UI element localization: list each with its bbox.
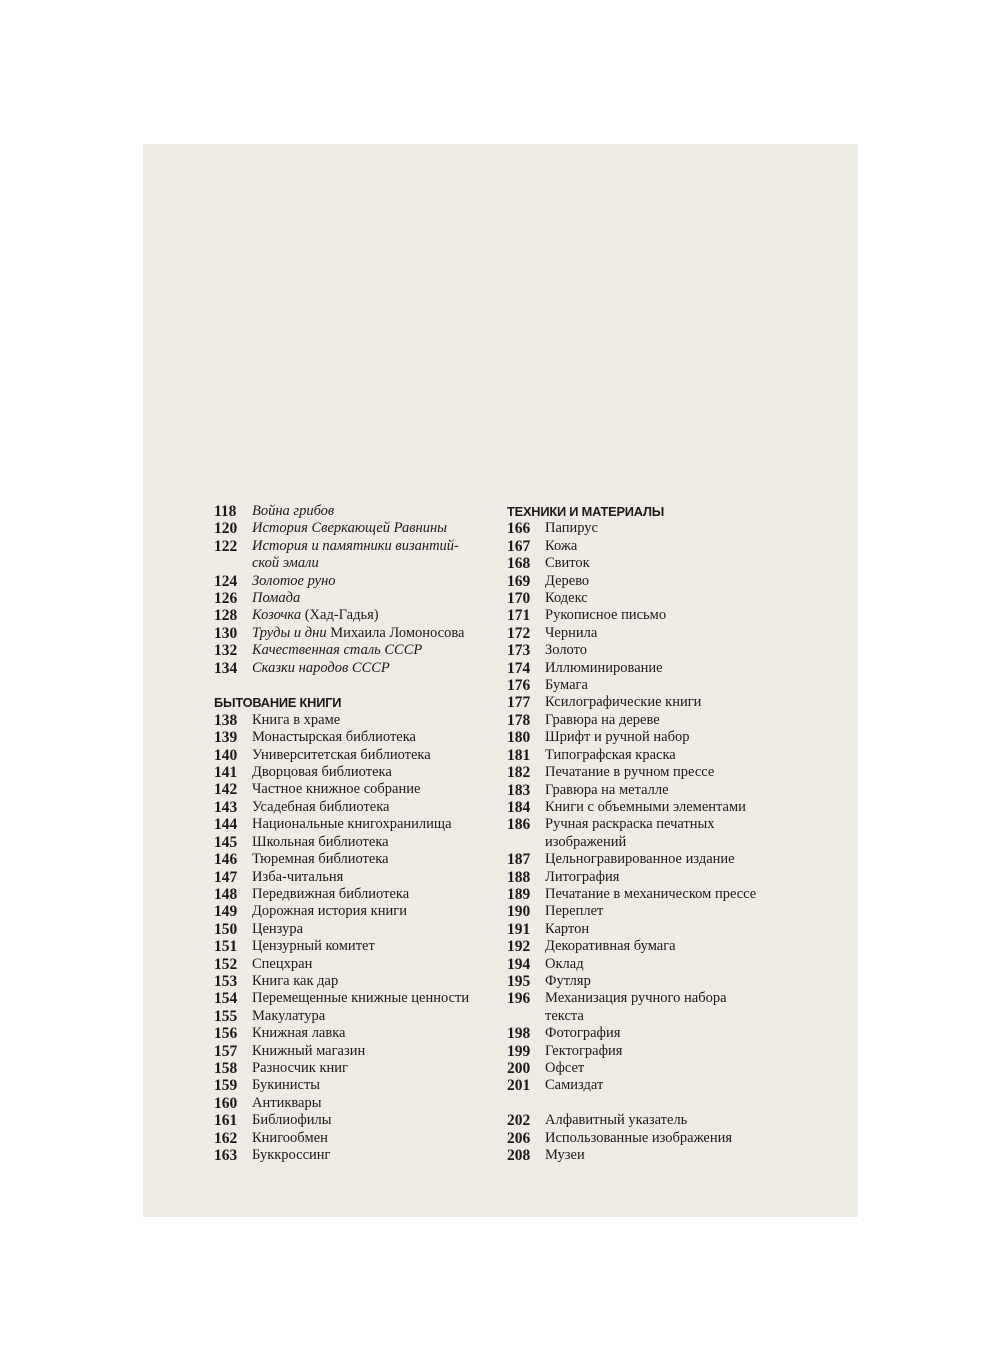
left-section-entries xyxy=(214,712,504,1165)
toc-entry xyxy=(214,538,504,555)
entry-title: Тюремная библиотека xyxy=(252,851,389,868)
entry-title xyxy=(252,642,422,659)
section-heading-book-life: БЫТОВАНИЕ КНИГИ xyxy=(214,695,342,711)
page-number: 190 xyxy=(507,903,531,921)
page-number: 195 xyxy=(507,972,531,990)
page-number: 140 xyxy=(214,746,238,764)
entry-title: Использованные изображения xyxy=(545,1129,733,1146)
page-number: 149 xyxy=(214,903,238,921)
entry-title: Библиофилы xyxy=(252,1112,332,1129)
entry-title: Ручная раскраска печатных xyxy=(545,816,715,833)
toc-entry xyxy=(214,520,504,537)
toc-entry xyxy=(214,764,504,781)
toc-entry xyxy=(507,764,807,781)
entry-title: Ксилографические книги xyxy=(545,694,702,711)
page-number: 159 xyxy=(214,1077,238,1095)
toc-entry xyxy=(214,1147,504,1164)
page-number: 188 xyxy=(507,868,531,886)
toc-entry xyxy=(214,834,504,851)
page-number: 194 xyxy=(507,955,531,973)
page-number: 162 xyxy=(214,1129,238,1147)
entry-title: Национальные книгохранилища xyxy=(252,816,452,833)
entry-title: Кодекс xyxy=(545,590,588,607)
entry-title: Печатание в механическом прессе xyxy=(545,885,757,902)
page-number: 160 xyxy=(214,1094,238,1112)
toc-entry xyxy=(507,729,807,746)
toc-entry xyxy=(507,938,807,955)
page-number: 156 xyxy=(214,1025,238,1043)
entry-title: Оклад xyxy=(545,955,584,972)
page-number: 124 xyxy=(214,572,238,590)
toc-entry xyxy=(214,607,504,624)
entry-title: Дерево xyxy=(545,572,590,589)
entry-title: текста xyxy=(545,1007,584,1024)
toc-entry xyxy=(507,1060,807,1077)
entry-title: Цензурный комитет xyxy=(252,938,375,955)
entry-title xyxy=(252,555,319,572)
toc-entry xyxy=(507,520,807,537)
page-number: 122 xyxy=(214,537,238,555)
page-number: 184 xyxy=(507,798,531,816)
page-number: 171 xyxy=(507,607,531,625)
toc-entry xyxy=(507,956,807,973)
toc-entry xyxy=(214,1043,504,1060)
entry-title-italic: Козочка xyxy=(252,607,302,624)
page-number: 189 xyxy=(507,885,531,903)
entry-title-italic: Сказки народов СССР xyxy=(252,659,390,676)
entry-title: Алфавитный указатель xyxy=(545,1112,688,1129)
page-number: 182 xyxy=(507,764,531,782)
toc-entry xyxy=(214,1060,504,1077)
entry-title: Разносчик книг xyxy=(252,1059,348,1076)
entry-title: Фотография xyxy=(545,1025,621,1042)
toc-entry xyxy=(507,625,807,642)
toc-entry xyxy=(507,573,807,590)
toc-entry xyxy=(214,869,504,886)
entry-title: Книгообмен xyxy=(252,1129,328,1146)
entry-title: Декоративная бумага xyxy=(545,938,676,955)
page-number: 126 xyxy=(214,590,238,608)
page-number: 130 xyxy=(214,624,238,642)
toc-entry xyxy=(214,921,504,938)
toc-entry xyxy=(214,660,504,677)
toc-entry xyxy=(507,1043,807,1060)
entry-title: Механизация ручного набора xyxy=(545,990,727,1007)
toc-entry xyxy=(507,660,807,677)
entry-title xyxy=(252,573,336,590)
toc-entry xyxy=(507,886,807,903)
toc-entry xyxy=(214,625,504,642)
page-number: 147 xyxy=(214,868,238,886)
entry-title: Передвижная библиотека xyxy=(252,885,410,902)
page-number: 148 xyxy=(214,885,238,903)
toc-entry xyxy=(214,729,504,746)
toc-entry xyxy=(214,816,504,833)
entry-title: Буккроссинг xyxy=(252,1147,331,1164)
toc-entry xyxy=(214,886,504,903)
page-number: 199 xyxy=(507,1042,531,1060)
entry-title-italic: История Сверкающей Равнины xyxy=(252,520,447,537)
toc-entry xyxy=(214,799,504,816)
toc-entry xyxy=(214,1077,504,1094)
toc-entry xyxy=(507,782,807,799)
entry-title-italic: ской эмали xyxy=(252,555,319,572)
entry-title: Макулатура xyxy=(252,1007,326,1024)
page-number: 139 xyxy=(214,729,238,747)
entry-title: Литография xyxy=(545,868,620,885)
entry-title: Папирус xyxy=(545,520,598,537)
page-number: 172 xyxy=(507,624,531,642)
page-number: 168 xyxy=(507,555,531,573)
page-number: 158 xyxy=(214,1059,238,1077)
toc-entry xyxy=(507,747,807,764)
entry-title: Букинисты xyxy=(252,1077,321,1094)
entry-title-italic: Помада xyxy=(252,590,301,607)
page-number: 154 xyxy=(214,990,238,1008)
entry-title-italic: Труды и дни xyxy=(252,624,327,641)
page-number: 155 xyxy=(214,1007,238,1025)
toc-entry xyxy=(214,642,504,659)
page-number: 132 xyxy=(214,642,238,660)
page-number: 157 xyxy=(214,1042,238,1060)
page-number: 167 xyxy=(507,537,531,555)
entry-title: Перемещенные книжные ценности xyxy=(252,990,470,1007)
page-number: 208 xyxy=(507,1147,531,1165)
page-number: 191 xyxy=(507,920,531,938)
toc-entry xyxy=(507,921,807,938)
toc-entry xyxy=(507,712,807,729)
page-number: 178 xyxy=(507,711,531,729)
page-number: 169 xyxy=(507,572,531,590)
toc-entry xyxy=(507,973,807,990)
entry-title: Офсет xyxy=(545,1060,585,1076)
toc-entry xyxy=(214,747,504,764)
toc-entry xyxy=(214,938,504,955)
entry-title xyxy=(252,590,300,607)
entry-title-italic: Качественная сталь СССР xyxy=(252,642,423,659)
back-matter-entries xyxy=(507,1112,807,1164)
page-number: 118 xyxy=(214,503,237,520)
page-number: 200 xyxy=(507,1060,531,1077)
page-number: 152 xyxy=(214,955,238,973)
entry-title: Цельногравированное издание xyxy=(545,851,735,868)
entry-title: Свиток xyxy=(545,555,590,572)
entry-title: Кожа xyxy=(545,537,578,554)
page-number: 170 xyxy=(507,590,531,608)
page-number: 198 xyxy=(507,1025,531,1043)
entry-title: Цензура xyxy=(252,920,304,937)
page-number: 196 xyxy=(507,990,531,1008)
entry-title: Бумага xyxy=(545,677,588,694)
spacer xyxy=(214,677,504,694)
entry-title: Футляр xyxy=(545,972,591,989)
page-number: 120 xyxy=(214,520,238,538)
entry-title-rest: (Хад-Гадья) xyxy=(301,607,379,624)
entry-title: Картон xyxy=(545,920,590,937)
entry-title-italic: Война грибов xyxy=(252,503,335,519)
page-number: 138 xyxy=(214,711,238,729)
entry-title: Частное книжное собрание xyxy=(252,781,421,798)
entry-title: Книга как дар xyxy=(252,972,339,989)
toc-entry xyxy=(507,677,807,694)
book-page xyxy=(143,144,858,1217)
entry-title-italic: Золотое руно xyxy=(252,572,336,589)
page-number: 145 xyxy=(214,833,238,851)
toc-entry xyxy=(507,555,807,572)
left-column xyxy=(214,503,504,1164)
toc-entry xyxy=(507,799,807,816)
toc-entry xyxy=(214,903,504,920)
page-number: 180 xyxy=(507,729,531,747)
page-number: 181 xyxy=(507,746,531,764)
toc-entry xyxy=(507,1130,807,1147)
entry-title: Школьная библиотека xyxy=(252,833,389,850)
page-number: 163 xyxy=(214,1147,238,1165)
entry-title: Шрифт и ручной набор xyxy=(545,729,690,746)
entry-title xyxy=(252,607,379,624)
toc-entry xyxy=(214,990,504,1007)
toc-entry xyxy=(214,973,504,990)
page-number: 153 xyxy=(214,972,238,990)
entry-title: Гравюра на дереве xyxy=(545,711,660,728)
entry-title: Чернила xyxy=(545,624,598,641)
entry-title: Дорожная история книги xyxy=(252,903,407,920)
toc-entry xyxy=(214,1112,504,1129)
toc-entry xyxy=(507,1112,807,1129)
page-number: 128 xyxy=(214,607,238,625)
entry-title: Типографская краска xyxy=(545,746,676,763)
entry-title: Книжный магазин xyxy=(252,1042,366,1059)
page-number: 150 xyxy=(214,920,238,938)
page-number: 177 xyxy=(507,694,531,712)
page-number: 202 xyxy=(507,1112,531,1130)
toc-entry xyxy=(214,503,504,520)
toc-entry xyxy=(507,607,807,624)
entry-title-italic: История и памятники византий- xyxy=(252,537,459,554)
toc-entry xyxy=(507,903,807,920)
toc-entry xyxy=(507,851,807,868)
page-number: 142 xyxy=(214,781,238,799)
entry-title xyxy=(252,503,334,520)
toc-entry xyxy=(507,1147,807,1164)
page-number: 186 xyxy=(507,816,531,834)
page-number: 143 xyxy=(214,798,238,816)
toc-entry xyxy=(507,590,807,607)
left-top-entries xyxy=(214,503,504,677)
toc-entry xyxy=(214,781,504,798)
entry-title: Усадебная библиотека xyxy=(252,798,390,815)
toc-entry xyxy=(507,834,807,851)
entry-title: Гектография xyxy=(545,1042,623,1059)
toc-entry xyxy=(214,573,504,590)
right-section-entries xyxy=(507,520,807,1094)
entry-title: Спецхран xyxy=(252,955,313,972)
entry-title: Печатание в ручном прессе xyxy=(545,764,715,781)
right-column xyxy=(507,503,807,1164)
page-number: 144 xyxy=(214,816,238,834)
entry-title: Университетская библиотека xyxy=(252,746,431,763)
entry-title xyxy=(252,625,464,642)
page-number: 187 xyxy=(507,851,531,869)
toc-entry xyxy=(507,694,807,711)
entry-title: Изба-читальня xyxy=(252,868,344,885)
entry-title: Рукописное письмо xyxy=(545,607,667,624)
entry-title: Самиздат xyxy=(545,1077,604,1094)
page-number: 192 xyxy=(507,938,531,956)
entry-title xyxy=(252,520,447,537)
entry-title: Гравюра на металле xyxy=(545,781,669,798)
toc-entry xyxy=(214,851,504,868)
page-number: 176 xyxy=(507,677,531,695)
entry-title xyxy=(252,538,459,555)
entry-title: Антиквары xyxy=(252,1094,322,1111)
toc-entry xyxy=(507,1077,807,1094)
toc-entry xyxy=(214,1130,504,1147)
toc-entry xyxy=(507,990,807,1007)
page-number: 183 xyxy=(507,781,531,799)
page-number: 201 xyxy=(507,1077,531,1095)
toc-entry xyxy=(507,1025,807,1042)
entry-title: Монастырская библиотека xyxy=(252,729,416,746)
toc-entry xyxy=(214,1095,504,1112)
page-number: 151 xyxy=(214,938,238,956)
toc-entry xyxy=(507,816,807,833)
entry-title: Переплет xyxy=(545,903,604,920)
section-heading-techniques: ТЕХНИКИ И МАТЕРИАЛЫ xyxy=(507,504,665,519)
entry-title: Музеи xyxy=(545,1147,585,1164)
entry-title: Книги с объемными элементами xyxy=(545,798,746,815)
page-number: 161 xyxy=(214,1112,238,1130)
page-number: 174 xyxy=(507,659,531,677)
toc-entry xyxy=(507,1008,807,1025)
toc-entry xyxy=(507,642,807,659)
entry-title: изображений xyxy=(545,833,627,850)
spacer xyxy=(507,1095,807,1112)
page-number: 141 xyxy=(214,764,238,782)
toc-entry xyxy=(214,555,504,572)
page-number: 206 xyxy=(507,1129,531,1147)
toc-entry xyxy=(214,590,504,607)
entry-title: Книга в храме xyxy=(252,711,341,728)
toc-entry xyxy=(214,1008,504,1025)
entry-title: Книжная лавка xyxy=(252,1025,346,1042)
toc-entry xyxy=(214,1025,504,1042)
page-number: 166 xyxy=(507,520,531,538)
page-number: 173 xyxy=(507,642,531,660)
entry-title: Иллюминирование xyxy=(545,659,663,676)
toc-entry xyxy=(214,956,504,973)
toc-entry xyxy=(214,712,504,729)
page-number: 134 xyxy=(214,659,238,677)
toc-entry xyxy=(507,538,807,555)
page-number: 146 xyxy=(214,851,238,869)
toc-entry xyxy=(507,869,807,886)
entry-title: Дворцовая библиотека xyxy=(252,764,392,781)
entry-title xyxy=(252,660,390,677)
entry-title-rest: Михаила Ломоносова xyxy=(326,624,465,641)
entry-title: Золото xyxy=(545,642,588,659)
